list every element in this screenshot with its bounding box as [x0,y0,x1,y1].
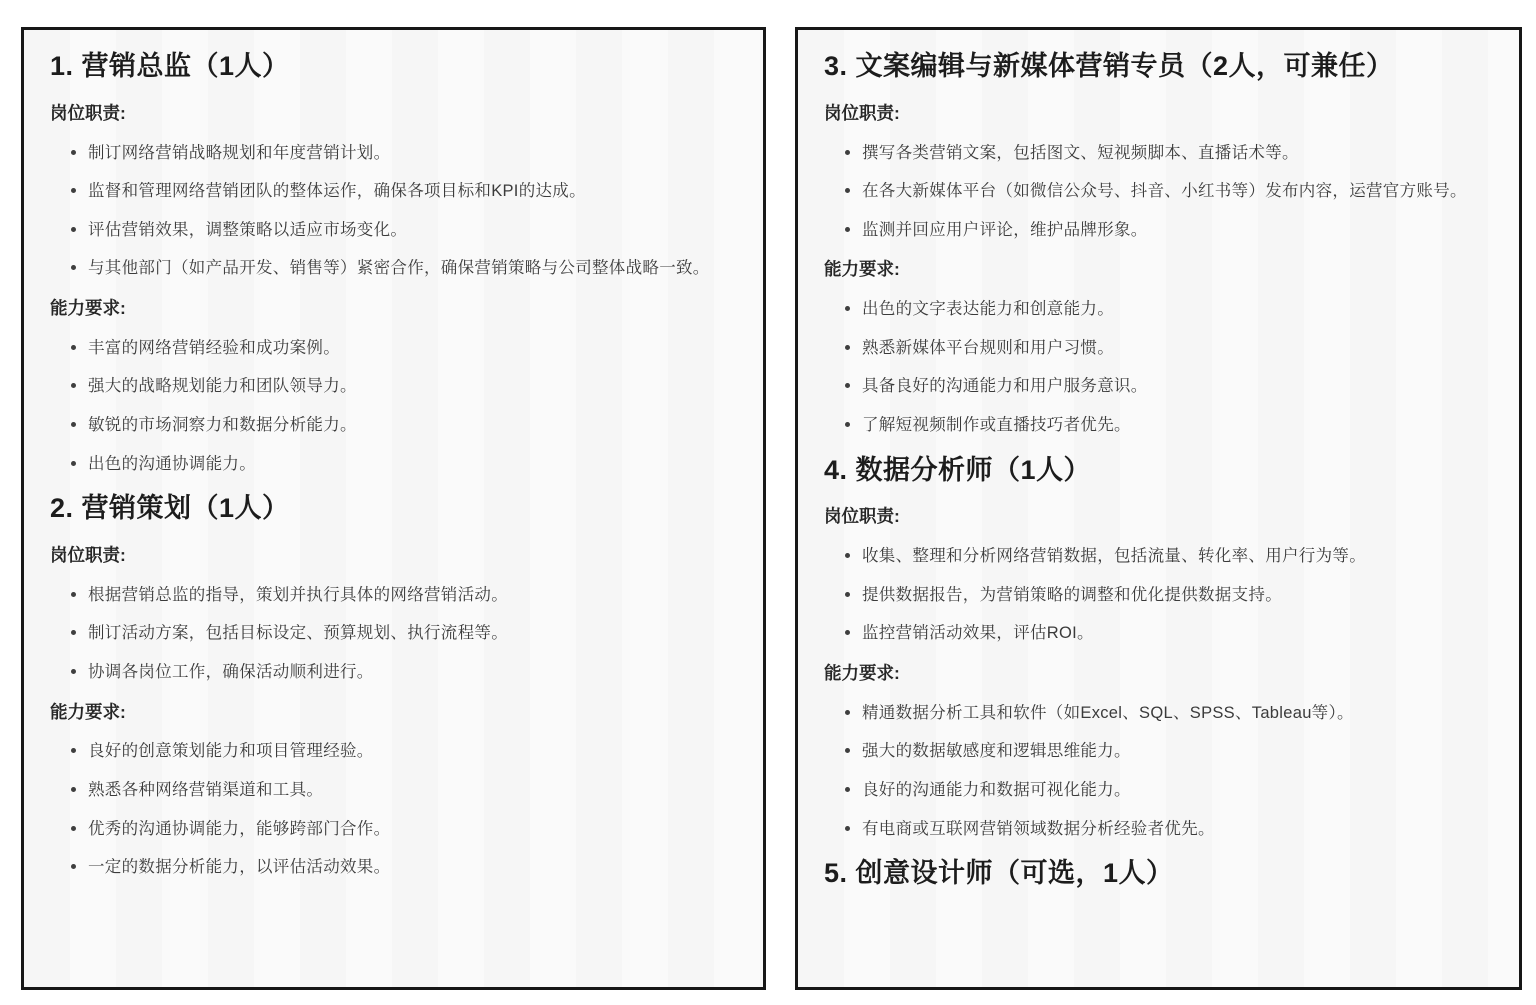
bullet-item: 了解短视频制作或直播技巧者优先。 [862,415,1493,436]
bullet-item: 评估营销效果，调整策略以适应市场变化。 [88,220,737,241]
bullet-item: 根据营销总监的指导，策划并执行具体的网络营销活动。 [88,585,737,606]
bullet-item: 敏锐的市场洞察力和数据分析能力。 [88,415,737,436]
bullet-item: 熟悉新媒体平台规则和用户习惯。 [862,338,1493,359]
bullet-item: 熟悉各种网络营销渠道和工具。 [88,780,737,801]
bullet-item: 监督和管理网络营销团队的整体运作，确保各项目标和KPI的达成。 [88,181,737,202]
bullet-item: 优秀的沟通协调能力，能够跨部门合作。 [88,819,737,840]
job-roles-panel-left [21,27,766,990]
bullet-item: 良好的创意策划能力和项目管理经验。 [88,741,737,762]
section-1-skills-list [50,338,737,475]
section-1-skills-label: 能力要求: [50,298,126,318]
bullet-item: 制订网络营销战略规划和年度营销计划。 [88,143,737,164]
section-2-duties-label: 岗位职责: [50,545,126,565]
section-5-heading: 5. 创意设计师（可选，1人） [824,858,1174,889]
bullet-item: 收集、整理和分析网络营销数据，包括流量、转化率、用户行为等。 [862,546,1493,567]
bullet-item: 出色的文字表达能力和创意能力。 [862,299,1493,320]
bullet-item: 提供数据报告，为营销策略的调整和优化提供数据支持。 [862,585,1493,606]
bullet-item: 强大的数据敏感度和逻辑思维能力。 [862,741,1493,762]
bullet-item: 丰富的网络营销经验和成功案例。 [88,338,737,359]
bullet-item: 协调各岗位工作，确保活动顺利进行。 [88,662,737,683]
section-3-skills-list [824,299,1493,436]
bullet-item: 制订活动方案，包括目标设定、预算规划、执行流程等。 [88,623,737,644]
bullet-item: 出色的沟通协调能力。 [88,454,737,475]
section-4-skills-label: 能力要求: [824,663,900,683]
section-3-duties-label: 岗位职责: [824,102,900,123]
section-4-heading: 4. 数据分析师（1人） [824,454,1092,485]
bullet-item: 撰写各类营销文案，包括图文、短视频脚本、直播话术等。 [862,143,1493,164]
section-2-duties-list [50,585,737,683]
section-4-skills-list [824,703,1493,840]
bullet-item: 在各大新媒体平台（如微信公众号、抖音、小红书等）发布内容，运营官方账号。 [862,181,1493,202]
section-1-heading: 1. 营销总监（1人） [50,51,290,81]
section-2-heading: 2. 营销策划（1人） [50,493,290,524]
section-3-duties-list [824,143,1493,241]
section-3-heading: 3. 文案编辑与新媒体营销专员（2人，可兼任） [824,51,1394,81]
section-2-skills-list [50,741,737,878]
bullet-item: 一定的数据分析能力，以评估活动效果。 [88,857,737,878]
section-4-duties-label: 岗位职责: [824,506,900,527]
bullet-item: 监测并回应用户评论，维护品牌形象。 [862,220,1493,241]
section-2-skills-label: 能力要求: [50,701,126,722]
section-1-duties-label: 岗位职责: [50,102,126,123]
bullet-item: 与其他部门（如产品开发、销售等）紧密合作，确保营销策略与公司整体战略一致。 [88,258,737,279]
section-1-duties-list [50,143,737,280]
bullet-item: 监控营销活动效果，评估ROI。 [862,623,1493,644]
bullet-item: 强大的战略规划能力和团队领导力。 [88,376,737,397]
job-roles-panel-right [795,27,1522,990]
bullet-item: 良好的沟通能力和数据可视化能力。 [862,780,1493,801]
bullet-item: 精通数据分析工具和软件（如Excel、SQL、SPSS、Tableau等）。 [862,703,1493,724]
section-3-skills-label: 能力要求: [824,259,900,280]
bullet-item: 有电商或互联网营销领域数据分析经验者优先。 [862,819,1493,840]
section-4-duties-list [824,546,1493,644]
bullet-item: 具备良好的沟通能力和用户服务意识。 [862,376,1493,397]
